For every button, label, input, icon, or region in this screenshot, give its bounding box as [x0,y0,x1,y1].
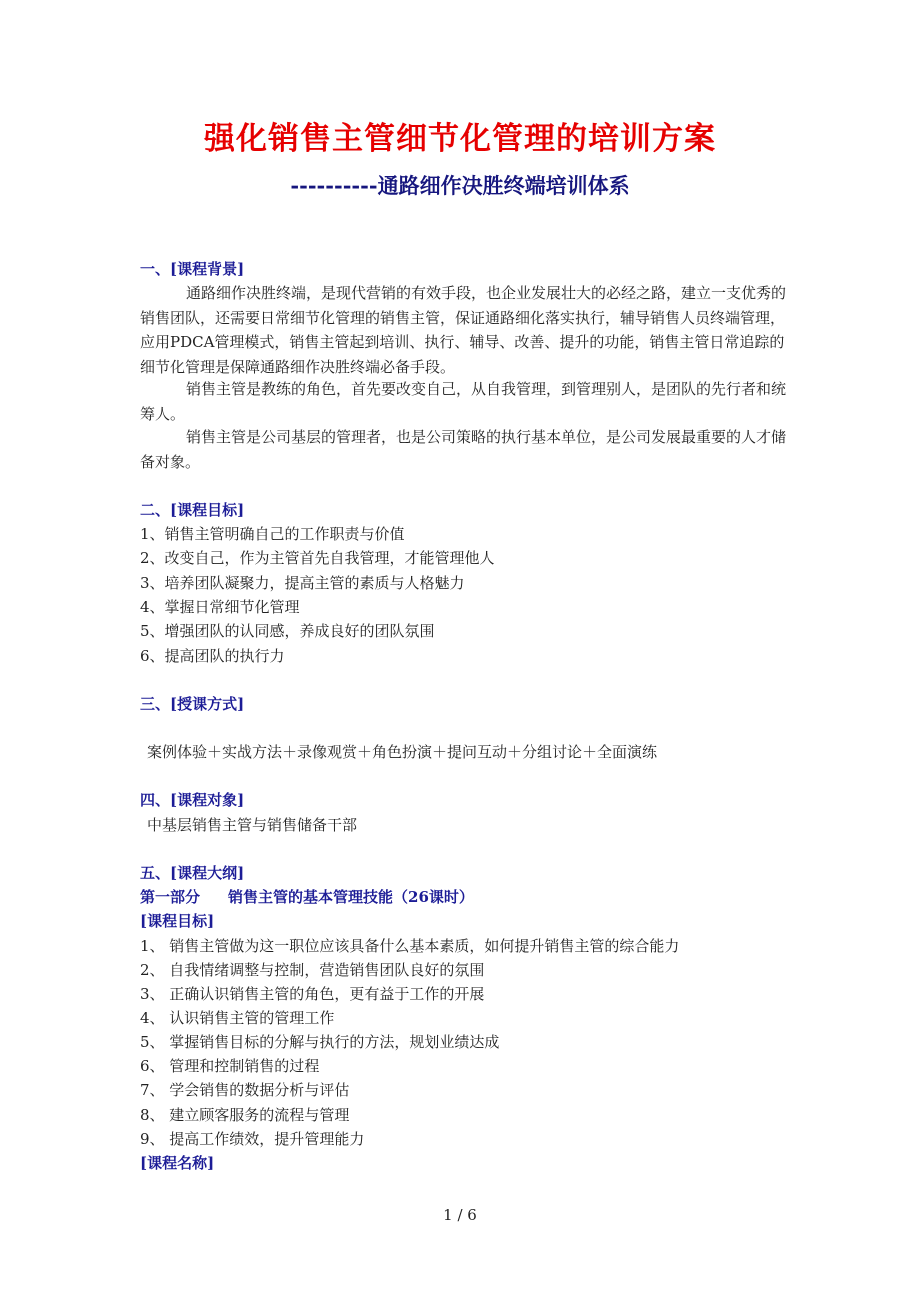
outline-name-heading: [课程名称] [140,1154,215,1172]
section-heading-goals: 二、[课程目标] [140,501,245,519]
outline-item: 4、 认识销售主管的管理工作 [140,1009,335,1027]
goal-item: 1、销售主管明确自己的工作职责与价值 [140,525,405,543]
outline-item: 9、 提高工作绩效，提升管理能力 [140,1130,365,1148]
section-heading-outline: 五、[课程大纲] [140,864,245,882]
outline-item: 6、 管理和控制销售的过程 [140,1057,320,1075]
document-title: 强化销售主管细节化管理的培训方案 [204,121,716,157]
goal-item: 4、掌握日常细节化管理 [140,598,300,616]
page-number: 1 / 6 [443,1206,477,1224]
goal-item: 6、提高团队的执行力 [140,647,285,665]
part-one-heading [140,886,474,907]
background-paragraph-2 [140,377,790,426]
section-heading-method: 三、[授课方式] [140,695,245,713]
goal-item: 2、改变自己，作为主管首先自我管理，才能管理他人 [140,549,495,567]
outline-goals-heading: [课程目标] [140,912,215,930]
paragraph-text: 通路细作决胜终端，是现代营销的有效手段，也企业发展壮大的必经之路，建立一支优秀的销售团队，还需要日常细节化管理的销售主管，保证通路细化落实执行，辅导销售人员终端管理，应用PDCA管理模式，销售主管起到培训、执行、辅导、改善、提升的功能，销售主管日常追踪的细节化管理是保障通路细作决胜终端必备手段。 [140,284,787,376]
audience-text: 中基层销售主管与销售储备干部 [147,816,358,834]
background-paragraph-1 [140,281,790,379]
paragraph-text: 销售主管是公司基层的管理者，也是公司策略的执行基本单位，是公司发展最重要的人才储备对象。 [140,428,787,471]
outline-item: 3、 正确认识销售主管的角色，更有益于工作的开展 [140,985,485,1003]
background-paragraph-3 [140,425,790,474]
part-label: 第一部分 [140,888,201,906]
outline-item: 1、 销售主管做为这一职位应该具备什么基本素质，如何提升销售主管的综合能力 [140,937,680,955]
document-subtitle: ----------通路细作决胜终端培训体系 [290,173,630,198]
outline-item: 5、 掌握销售目标的分解与执行的方法，规划业绩达成 [140,1033,500,1051]
goal-item: 5、增强团队的认同感，养成良好的团队氛围 [140,622,435,640]
paragraph-text: 销售主管是教练的角色，首先要改变自己，从自我管理，到管理别人，是团队的先行者和统筹人。 [140,380,787,423]
method-text: 案例体验＋实战方法＋录像观赏＋角色扮演＋提问互动＋分组讨论＋全面演练 [147,743,658,761]
outline-item: 7、 学会销售的数据分析与评估 [140,1081,350,1099]
goal-item: 3、培养团队凝聚力，提高主管的素质与人格魅力 [140,574,465,592]
part-title: 销售主管的基本管理技能（26课时） [228,888,474,906]
section-heading-audience: 四、[课程对象] [140,791,245,809]
section-heading-background: 一、[课程背景] [140,260,245,278]
outline-item: 2、 自我情绪调整与控制，营造销售团队良好的氛围 [140,961,485,979]
outline-item: 8、 建立顾客服务的流程与管理 [140,1106,350,1124]
